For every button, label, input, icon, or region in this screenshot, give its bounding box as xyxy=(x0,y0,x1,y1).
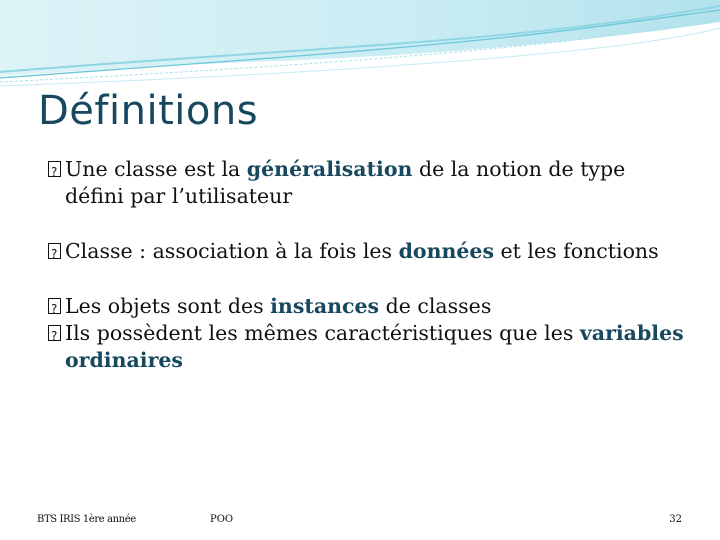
bullet-marker-icon xyxy=(48,243,61,259)
text-segment: Ils possèdent les mêmes caractéristiques que les xyxy=(65,321,580,345)
text-segment: Classe : association à la fois les xyxy=(65,239,399,263)
highlighted-term: données xyxy=(398,239,495,263)
bullet-paragraph xyxy=(48,238,688,265)
footer-subject: POO xyxy=(210,514,234,525)
bullet-paragraph xyxy=(48,156,688,210)
highlighted-term: variables ordinaires xyxy=(65,321,684,372)
bullet-paragraph xyxy=(48,293,688,320)
bullet-marker-icon xyxy=(48,161,61,177)
slide-title: Définitions xyxy=(38,88,259,134)
footer-course: BTS IRIS 1ère année xyxy=(37,514,136,525)
highlighted-term: instances xyxy=(270,294,380,318)
bullet-marker-icon xyxy=(48,298,61,314)
bullet-marker-icon xyxy=(48,325,61,341)
text-segment: Les objets sont des xyxy=(65,294,271,318)
text-segment: de classes xyxy=(379,294,492,318)
text-segment: Une classe est la xyxy=(65,157,247,181)
highlighted-term: généralisation xyxy=(246,157,413,181)
bullet-list xyxy=(48,156,688,374)
header-wave-decoration xyxy=(0,0,720,90)
text-segment: de la notion de type défini par l’utilisateur xyxy=(65,157,626,208)
slide-number: 32 xyxy=(669,514,682,525)
text-segment: et les fonctions xyxy=(494,239,659,263)
bullet-paragraph xyxy=(48,320,688,374)
